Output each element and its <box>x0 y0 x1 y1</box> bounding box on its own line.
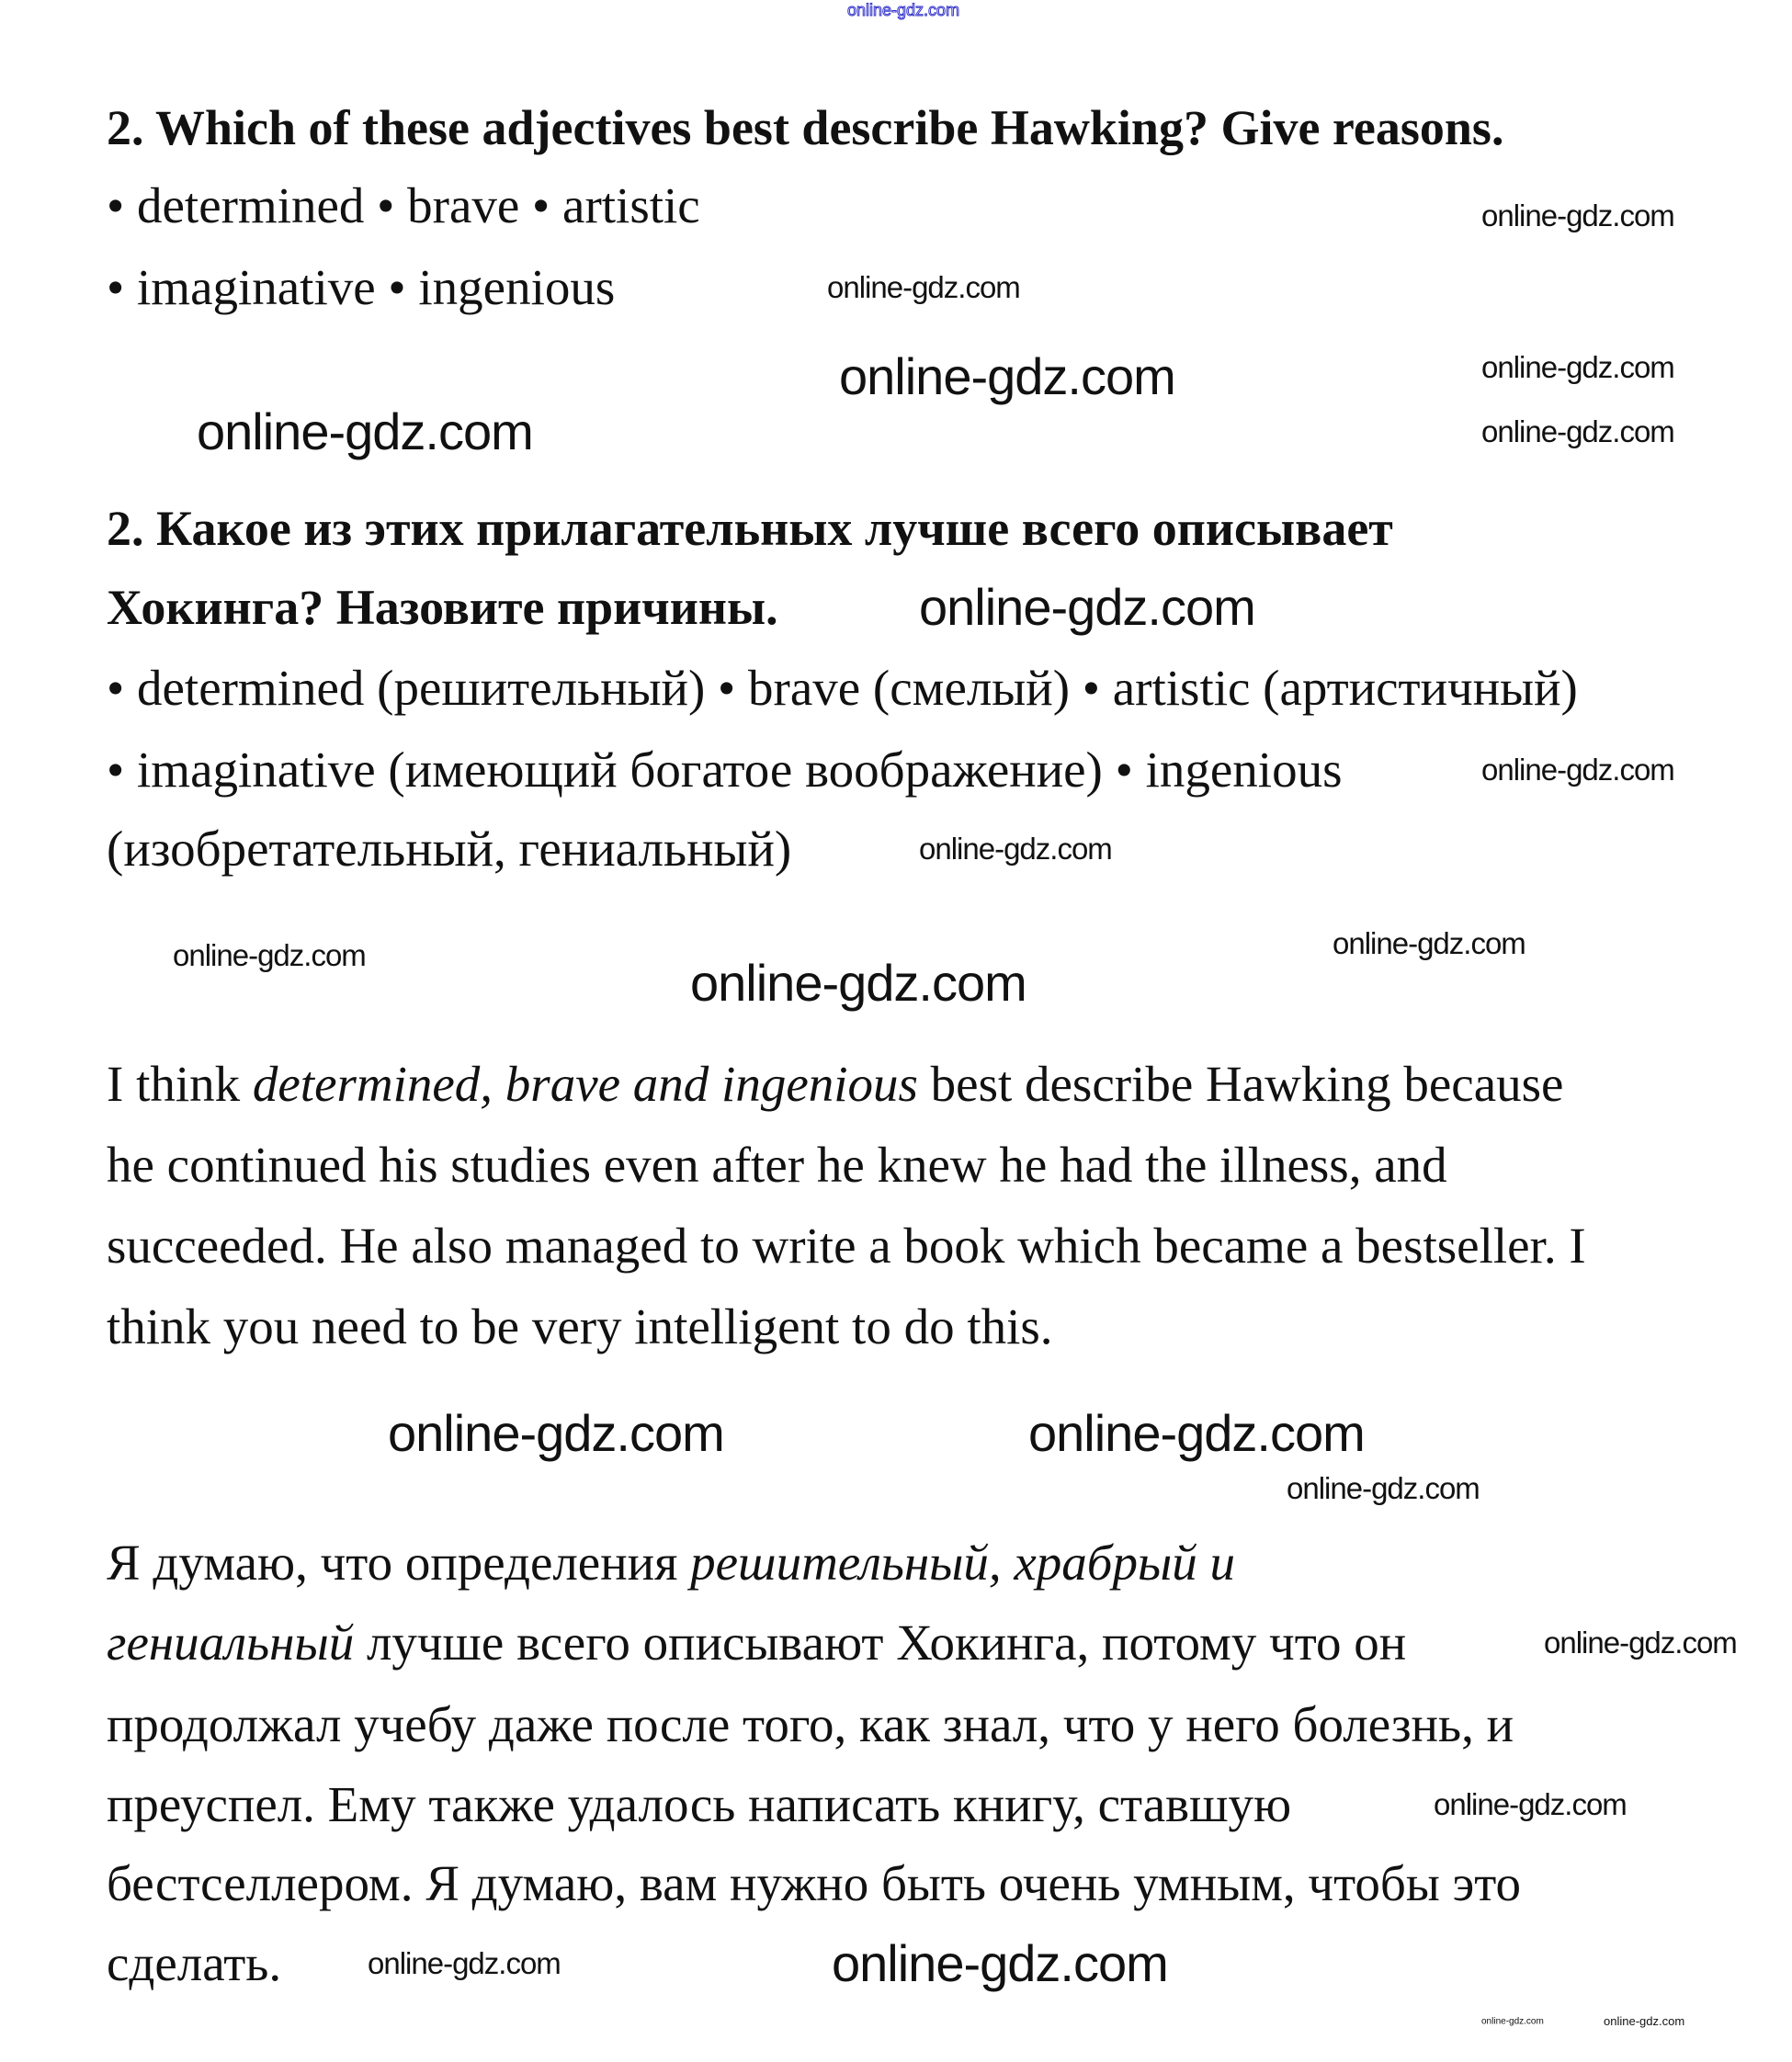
watermark: online-gdz.com <box>368 1945 561 1980</box>
answer-en-line: he continued his studies even after he knew he had the illness, and <box>107 1137 1447 1193</box>
answer-en-line: think you need to be very intelligent to do this. <box>107 1298 1053 1354</box>
italic-text: determined, brave and ingenious <box>252 1056 918 1112</box>
watermark: online-gdz.com <box>847 1 960 20</box>
exercise-heading-en: 2. Which of these adjectives best describe Hawking? Give reasons. <box>107 100 1504 155</box>
watermark: online-gdz.com <box>1287 1470 1480 1505</box>
adjective-translation-line: • imaginative (имеющий богатое воображение) • ingenious <box>107 742 1343 798</box>
adjective-list-line: • imaginative • ingenious <box>107 259 616 315</box>
text: Я думаю, что определения <box>107 1535 691 1591</box>
watermark: online-gdz.com <box>1333 925 1525 960</box>
watermark: online-gdz.com <box>839 347 1175 406</box>
answer-ru-line: бестселлером. Я думаю, вам нужно быть очень умным, чтобы это <box>107 1855 1522 1911</box>
italic-text: решительный, храбрый и <box>690 1535 1235 1591</box>
adjective-translation-line: • determined (решительный) • brave (смелый) • artistic (артистичный) <box>107 660 1578 716</box>
adjective-list-line: • determined • brave • artistic <box>107 177 700 233</box>
answer-ru-line: сделать. <box>107 1935 282 1991</box>
exercise-heading-ru: 2. Какое из этих прилагательных лучше всего описывает <box>107 501 1393 556</box>
watermark: online-gdz.com <box>690 954 1026 1013</box>
watermark: online-gdz.com <box>388 1404 724 1463</box>
watermark: online-gdz.com <box>827 269 1020 304</box>
watermark: online-gdz.com <box>1544 1625 1737 1660</box>
text: I think <box>107 1056 253 1112</box>
answer-ru-line: продолжал учебу даже после того, как знал, что у него болезнь, и <box>107 1696 1514 1752</box>
watermark: online-gdz.com <box>1481 752 1674 787</box>
watermark: online-gdz.com <box>173 937 366 972</box>
watermark: online-gdz.com <box>1481 349 1674 384</box>
answer-ru-line <box>107 1523 1235 1603</box>
text: лучше всего описывают Хокинга, потому что он <box>354 1614 1407 1671</box>
answer-ru-line: преуспел. Ему также удалось написать книгу, ставшую <box>107 1776 1292 1832</box>
watermark: online-gdz.com <box>197 402 533 461</box>
watermark: online-gdz.com <box>919 578 1255 637</box>
text: best describe Hawking because <box>917 1056 1564 1112</box>
watermark: online-gdz.com <box>1434 1786 1627 1821</box>
watermark: online-gdz.com <box>1481 198 1674 232</box>
watermark: online-gdz.com <box>919 831 1112 866</box>
watermark: online-gdz.com <box>1481 2016 1544 2027</box>
answer-ru-line <box>107 1603 1406 1683</box>
watermark: online-gdz.com <box>832 1934 1168 1993</box>
answer-en-line <box>107 1044 1563 1125</box>
watermark: online-gdz.com <box>1481 414 1674 448</box>
answer-en-line: succeeded. He also managed to write a book which became a bestseller. I <box>107 1218 1586 1274</box>
watermark: online-gdz.com <box>1604 2013 1685 2028</box>
watermark: online-gdz.com <box>1028 1404 1365 1463</box>
italic-text: гениальный <box>107 1614 355 1671</box>
adjective-translation-line: (изобретательный, гениальный) <box>107 821 792 877</box>
exercise-heading-ru: Хокинга? Назовите причины. <box>107 580 778 635</box>
